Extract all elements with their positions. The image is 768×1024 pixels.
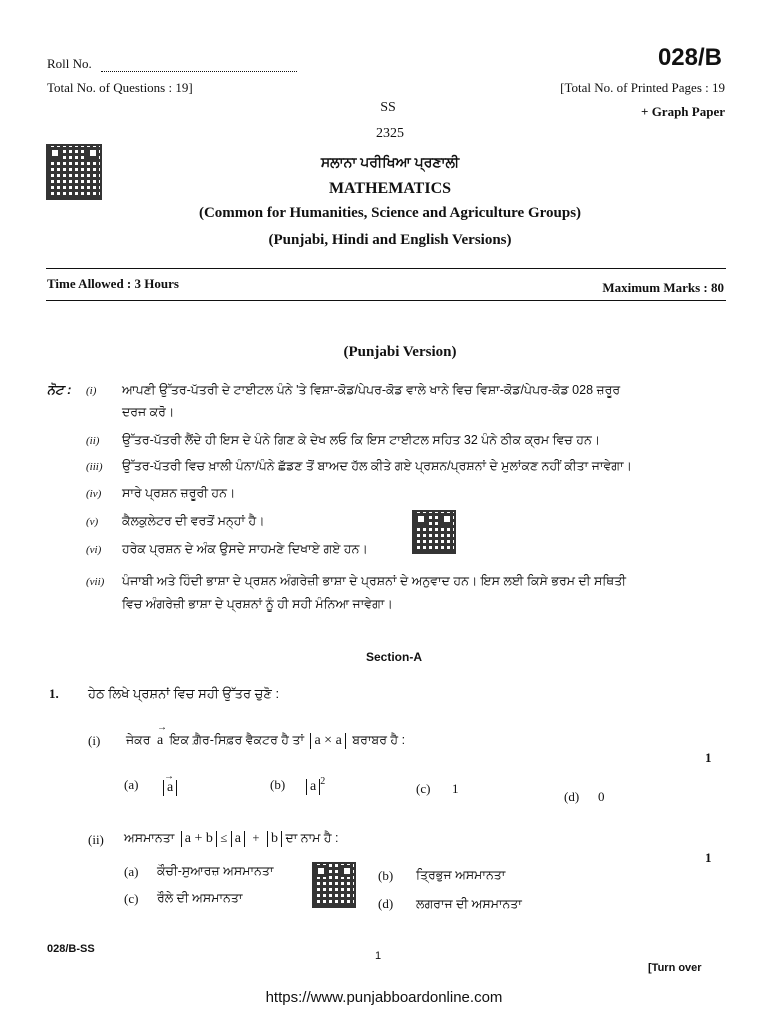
note-text: ਸਾਰੇ ਪ੍ਰਸ਼ਨ ਜ਼ਰੂਰੀ ਹਨ। (122, 486, 236, 500)
stem-text: ਅਸਮਾਨਤਾ (124, 831, 175, 845)
note-item (86, 542, 368, 557)
stem-text: ਦਾ ਨਾਮ ਹੈ : (285, 831, 339, 845)
stem-text: ਇਕ ਗ਼ੈਰ-ਸਿਫ਼ਰ ਵੈਕਟਰ ਹੈ ਤਾਂ (169, 733, 304, 747)
leq-symbol: ≤ (220, 831, 228, 845)
marks: 1 (705, 850, 712, 865)
footer-code: 028/B-SS (47, 943, 95, 955)
source-url[interactable]: https://www.punjabboardonline.com (265, 989, 503, 1006)
note-number: (i) (86, 385, 97, 397)
subject-title: MATHEMATICS (328, 180, 452, 197)
note-text: ਉੱਤਰ-ਪੱਤਰੀ ਵਿਚ ਖ਼ਾਲੀ ਪੰਨਾ/ਪੰਨੇ ਛੱਡਣ ਤੋਂ ਬਾਅਦ ਹੱਲ ਕੀਤੇ ਗਏ ਪ੍ਰਸ਼ਨ/ਪ੍ਰਸ਼ਨਾਂ ਦੇ ਮੁਲਾਂਕਣ ਨਹੀਂ ਕੀਤਾ ਜਾਵੇਗਾ। (122, 459, 632, 473)
option-b-magnitude (306, 776, 325, 795)
option-label: (a) (124, 777, 139, 792)
exponent: 2 (320, 776, 326, 787)
note-text: ਵਿਚ ਅੰਗਰੇਜ਼ੀ ਭਾਸ਼ਾ ਦੇ ਪ੍ਰਸ਼ਨਾਂ ਨੂੰ ਹੀ ਸਹੀ ਮੰਨਿਆ ਜਾਵੇਗਾ। (122, 597, 393, 611)
groups-line: (Common for Humanities, Science and Agriculture Groups) (198, 205, 582, 221)
option-label: (d) (564, 789, 580, 804)
option-c-text: ਰੌਲੇ ਦੀ ਅਸਮਾਨਤਾ (157, 891, 243, 905)
note-item-continued (122, 405, 174, 420)
versions-line: (Punjabi, Hindi and English Versions) (268, 232, 512, 248)
sum-magnitude: a + b (181, 831, 217, 847)
note-number: (vii) (86, 576, 105, 588)
question-text: ਹੇਠ ਲਿਖੇ ਪ੍ਰਸ਼ਨਾਂ ਵਿਚ ਸਹੀ ਉੱਤਰ ਚੁਣੋ : (88, 686, 280, 701)
option-d-text: ਲਗਰਾਜ ਦੀ ਅਸਮਾਨਤਾ (416, 897, 522, 911)
option-label: (b) (270, 777, 286, 792)
paper-code: 028/B (657, 44, 722, 71)
cross-product-expression: a × a (310, 733, 345, 749)
marks: 1 (705, 750, 712, 765)
magnitude-b: b (267, 831, 282, 847)
section-heading: Section-A (365, 650, 422, 664)
note-text: ਆਪਣੀ ਉੱਤਰ-ਪੱਤਰੀ ਦੇ ਟਾਈਟਲ ਪੰਨੇ 'ਤੇ ਵਿਸ਼ਾ-ਕੋਡ/ਪੇਪਰ-ਕੋਡ ਵਾਲੇ ਖਾਨੇ ਵਿਚ ਵਿਸ਼ਾ-ਕੋਡ/ਪੇਪਰ-ਕੋਡ 028 ਜ਼ਰੂਰ (122, 383, 621, 397)
option-label: (c) (416, 781, 431, 796)
subquestion-number: (ii) (88, 832, 104, 847)
qr-code-icon (412, 510, 456, 554)
option-label: (a) (124, 864, 139, 879)
stem-text: ਜੇਕਰ (126, 733, 151, 747)
note-text: ਹਰੇਕ ਪ੍ਰਸ਼ਨ ਦੇ ਅੰਕ ਉਸਦੇ ਸਾਹਮਣੇ ਦਿਖਾਏ ਗਏ ਹਨ। (122, 542, 368, 556)
roll-number-field (101, 71, 297, 72)
note-text: ਦਰਜ ਕਰੋ। (122, 405, 175, 419)
page-number: 1 (375, 950, 382, 962)
note-text: ਉੱਤਰ-ਪੱਤਰੀ ਲੈਂਦੇ ਹੀ ਇਸ ਦੇ ਪੰਨੇ ਗਿਣ ਕੇ ਦੇਖ ਲਓ ਕਿ ਇਸ ਟਾਈਟਲ ਸਹਿਤ 32 ਪੰਨੇ ਠੀਕ ਕ੍ਰਮ ਵਿਚ ਹਨ। (122, 433, 601, 447)
roll-label: Roll No. (47, 56, 92, 71)
note-item (86, 514, 265, 529)
qr-code-icon (312, 862, 356, 908)
time-allowed: Time Allowed : 3 Hours (47, 276, 179, 291)
total-questions: Total No. of Questions : 19] (47, 80, 193, 95)
note-item (86, 486, 235, 501)
note-item (86, 433, 600, 448)
note-item-continued (122, 597, 393, 612)
option-d-value: 0 (598, 789, 605, 804)
vector-a: → a (157, 733, 163, 749)
note-item (86, 383, 698, 398)
magnitude-a: a (306, 779, 320, 795)
plus-symbol: + (252, 831, 260, 845)
note-item (86, 459, 632, 474)
version-heading: (Punjabi Version) (343, 344, 457, 360)
magnitude-a: a (231, 831, 245, 847)
note-text: ਕੈਲਕੁਲੇਟਰ ਦੀ ਵਰਤੋਂ ਮਨ੍ਹਾਂ ਹੈ। (122, 514, 265, 528)
option-b-text: ਤ੍ਰਿਭੁਜ ਅਸਮਾਨਤਾ (416, 868, 506, 882)
stem-text: ਬਰਾਬਰ ਹੈ : (352, 733, 406, 747)
note-number: (vi) (86, 544, 102, 556)
exam-code: 2325 (376, 126, 404, 141)
note-item (86, 574, 686, 589)
option-a-magnitude: → a (163, 780, 177, 796)
subquestion-stem (124, 831, 338, 847)
header-divider-bottom (46, 300, 726, 301)
option-c-value: 1 (452, 781, 459, 796)
header-divider-top (46, 268, 726, 269)
note-text: ਪੰਜਾਬੀ ਅਤੇ ਹਿੰਦੀ ਭਾਸ਼ਾ ਦੇ ਪ੍ਰਸ਼ਨ ਅੰਗਰੇਜ਼ੀ ਭਾਸ਼ਾ ਦੇ ਪ੍ਰਸ਼ਨਾਂ ਦੇ ਅਨੁਵਾਦ ਹਨ। ਇਸ ਲਈ ਕਿਸੇ ਭਰਮ ਦੀ ਸਥਿਤੀ (122, 574, 626, 588)
note-label: ਨੋਟ : (47, 382, 72, 397)
turn-over: [Turn over (648, 962, 702, 974)
graph-paper: + Graph Paper (641, 104, 725, 119)
option-label: (d) (378, 896, 394, 911)
max-marks: Maximum Marks : 80 (602, 280, 724, 295)
exam-name-punjabi: ਸਲਾਨਾ ਪਰੀਖਿਆ ਪ੍ਰਣਾਲੀ (320, 154, 460, 170)
subquestion-number: (i) (88, 733, 101, 748)
note-number: (iv) (86, 488, 102, 500)
series: SS (380, 100, 396, 115)
note-number: (ii) (86, 435, 100, 447)
note-number: (v) (86, 516, 99, 528)
option-label: (c) (124, 891, 139, 906)
option-a-text: ਕੌਚੀ-ਸੁਆਰਜ਼ ਅਸਮਾਨਤਾ (157, 864, 274, 878)
roll-number-row (47, 56, 297, 72)
question-number: 1. (49, 686, 59, 701)
note-number: (iii) (86, 461, 103, 473)
printed-pages: [Total No. of Printed Pages : 19 (560, 80, 725, 95)
option-label: (b) (378, 868, 394, 883)
subquestion-stem (126, 733, 405, 749)
